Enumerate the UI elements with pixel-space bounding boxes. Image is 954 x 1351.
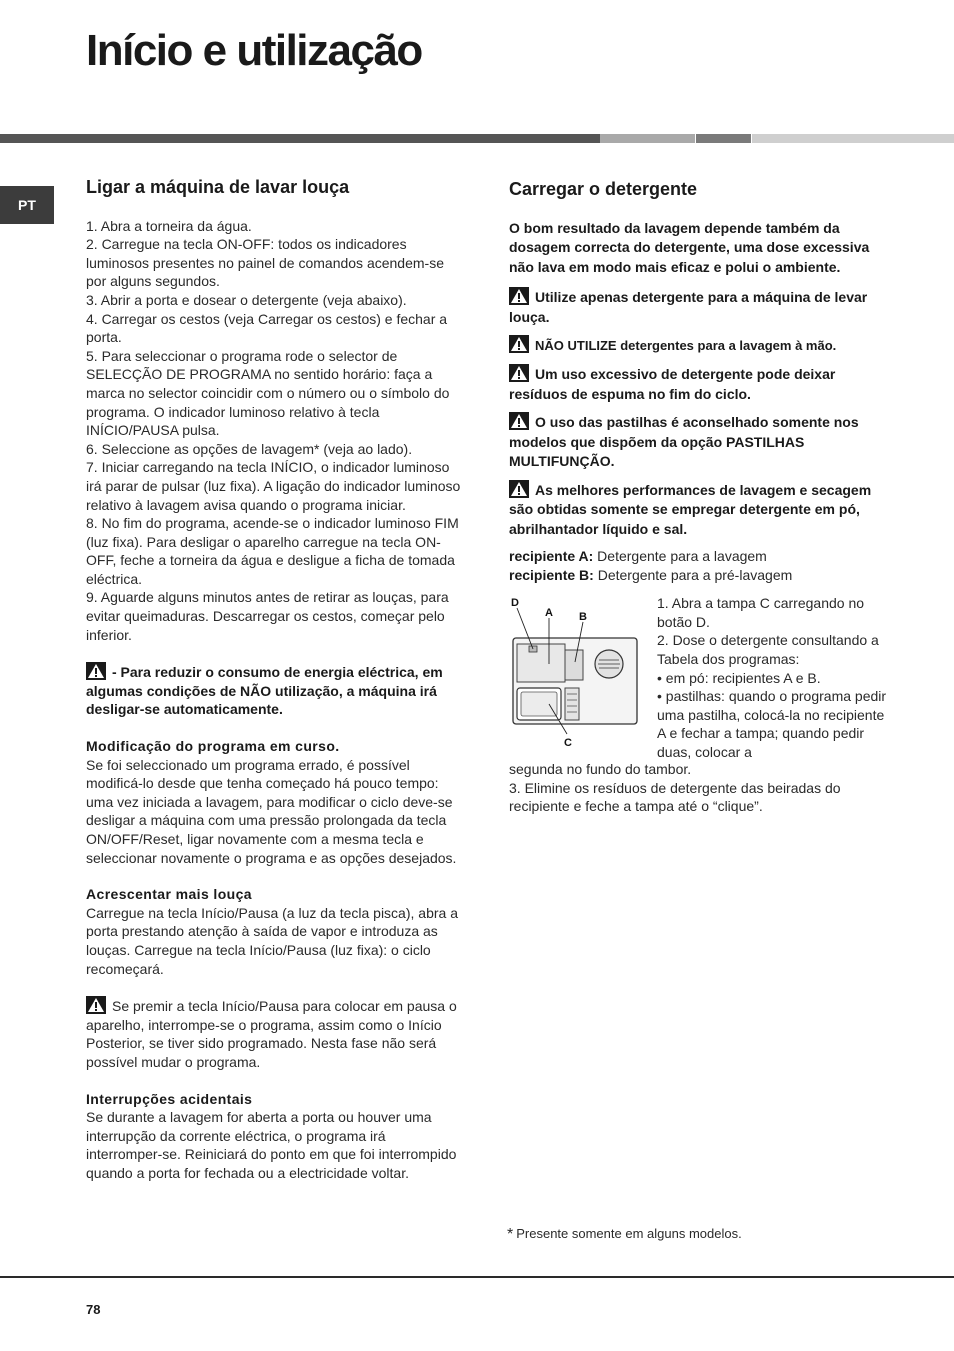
diagram-label-a: A [545,607,553,620]
add-heading: Acrescentar mais louça [86,886,252,903]
add-text: Carregue na tecla Início/Pausa (a luz da tecla pisca), abra a porta prestando atenção à saída de vapor e introduza as louças. Carregue na tecla Início/Pausa (luz fixa): o ciclo recomeçará. [86,904,458,977]
detergent-intro: O bom resultado da lavagem depende também da dosagem correcta do detergente, uma dose excessiva não lava em modo mais eficaz e polui o ambiente. [509,219,870,275]
warning-icon [509,480,529,498]
warning-text: Utilize apenas detergente para a máquina de levar louça. [509,289,868,325]
warning-text: As melhores performances de lavagem e secagem são obtidas somente se empregar detergente em pó, abrilhantador líquido e sal. [509,481,872,537]
section-heading-detergent: Carregar o detergente [509,179,698,199]
interrupt-heading: Interrupções acidentais [86,1090,253,1107]
header-band-dark [0,134,600,143]
diagram-label-b: B [579,611,587,624]
list-item: 1. Abra a torneira da água. [86,217,252,234]
dispenser-section [509,594,887,814]
footer-rule [0,1276,954,1278]
dispenser-steps [657,594,889,761]
warning-icon [509,364,529,382]
list-item: 2. Carregue na tecla ON-OFF: todos os indicadores luminosos presentes no painel de comandos acendem-se por alguns segundos. [86,236,444,290]
header-band-light [600,134,695,143]
list-item: segunda no fundo do tambor. [509,761,692,778]
pause-warning-text: Se premir a tecla Início/Pausa para colocar em pausa o aparelho, interrompe-se o programa, assim como o Início Posterior, se tiver sido programado. Nesta fase não será possível mudar o programa. [86,998,457,1070]
header-band-mid [696,134,751,143]
energy-warning-text: - Para reduzir o consumo de energia eléctrica, em algumas condições de NÃO utilização, a máquina irá desligar-se automaticamente. [86,664,443,718]
warning-text: Um uso excessivo de detergente pode deixar resíduos de espuma no fim do ciclo. [509,366,836,402]
container-a-line [509,547,887,566]
list-item: 5. Para seleccionar o programa rode o selector de SELECÇÃO DE PROGRAMA no sentido horário: faça a marca no selector coincidir com o número ou o símbolo do programa. O indicador luminoso relativo à tecla INÍCIO/PAUSA pulsa. [86,347,450,439]
list-item: • em pó: recipientes A e B. [657,669,821,686]
pause-warning [86,996,464,1071]
detergent-warning [509,480,887,540]
start-steps-list [86,217,464,645]
list-item: 6. Seleccione as opções de lavagem* (veja ao lado). [86,440,413,457]
detergent-warning [509,335,887,355]
list-item: 1. Abra a tampa C carregando no botão D. [657,595,865,630]
warning-icon [509,412,529,430]
list-item: 3. Elimine os resíduos de detergente das beiradas do recipiente e feche a tampa até o “clique”. [509,779,841,815]
footnote-text: Presente somente em alguns modelos. [516,1226,742,1241]
container-a-text: Detergente para a lavagem [597,548,767,565]
list-item: 7. Iniciar carregando na tecla INÍCIO, o indicador luminoso irá parar de pulsar (luz fixa). A ligação do indicador luminoso relativo à lavagem avisa quando o programa iniciar. [86,459,461,513]
interrupt-text: Se durante a lavagem for aberta a porta ou houver uma interrupção da corrente eléctrica, o programa irá interromper-se. Reiniciará do ponto em que foi interrompido quando a porta for fechada ou a electricidade voltar. [86,1109,457,1181]
container-a-label: recipiente A: [509,548,594,565]
container-b-line [509,566,887,585]
modify-heading: Modificação do programa em curso. [86,738,340,755]
list-item: 2. Dose o detergente consultando a Tabela dos programas: [657,632,879,668]
modify-text: Se foi seleccionado um programa errado, é possível modificá-lo desde que tenha começado há pouco tempo: uma vez iniciada a lavagem, para modificar o ciclo deve-se desligar a máquina com uma pressão prolongada da tecla ON/OFF/Reset, ligar novamente com a mesma tecla e seleccionar novamente o programa e as opções desejados. [86,756,457,866]
language-tab: PT [0,186,54,224]
diagram-label-c: C [564,737,572,750]
section-heading-start: Ligar a máquina de lavar louça [86,177,350,197]
warning-icon [509,287,529,305]
energy-warning [86,662,464,719]
footnote [507,1226,742,1244]
list-item: 9. Aguarde alguns minutos antes de retirar as louças, para evitar queimaduras. Descarregar os cestos, começar pelo inferior. [86,589,449,643]
page-number: 78 [86,1302,101,1317]
warning-text: O uso das pastilhas é aconselhado somente nos modelos que dispõem da opção PASTILHAS MULTIFUNÇÃO. [509,414,859,470]
footnote-star: * [507,1226,514,1243]
container-b-text: Detergente para a pré-lavagem [597,566,793,583]
warning-icon [86,996,106,1014]
detergent-warning [509,287,887,327]
warning-icon [86,662,106,680]
detergent-warning [509,412,887,472]
left-column [86,178,464,1183]
detergent-dispenser-diagram [509,594,644,754]
list-item: 3. Abrir a porta e dosear o detergente (veja abaixo). [86,291,407,308]
warning-text: NÃO UTILIZE detergentes para a lavagem à mão. [535,338,837,354]
dispenser-steps-continued [509,760,889,816]
list-item: 8. No fim do programa, acende-se o indicador luminoso FIM (luz fixa). Para desligar o aparelho carregue na tecla ON-OFF, feche a torneira da água e desligue a ficha de tomada eléctrica. [86,515,459,587]
list-item: 4. Carregar os cestos (veja Carregar os cestos) e fechar a porta. [86,310,448,346]
right-column [509,180,887,814]
diagram-label-d: D [511,597,519,610]
list-item: • pastilhas: quando o programa pedir uma pastilha, colocá-la no recipiente A e fechar a tampa; quando pedir duas, colocar a [657,688,887,761]
header-band-pale [752,134,954,143]
warning-icon [509,335,529,353]
container-b-label: recipiente B: [509,566,594,583]
detergent-warning [509,364,887,404]
page-title: Início e utilização [86,26,422,75]
